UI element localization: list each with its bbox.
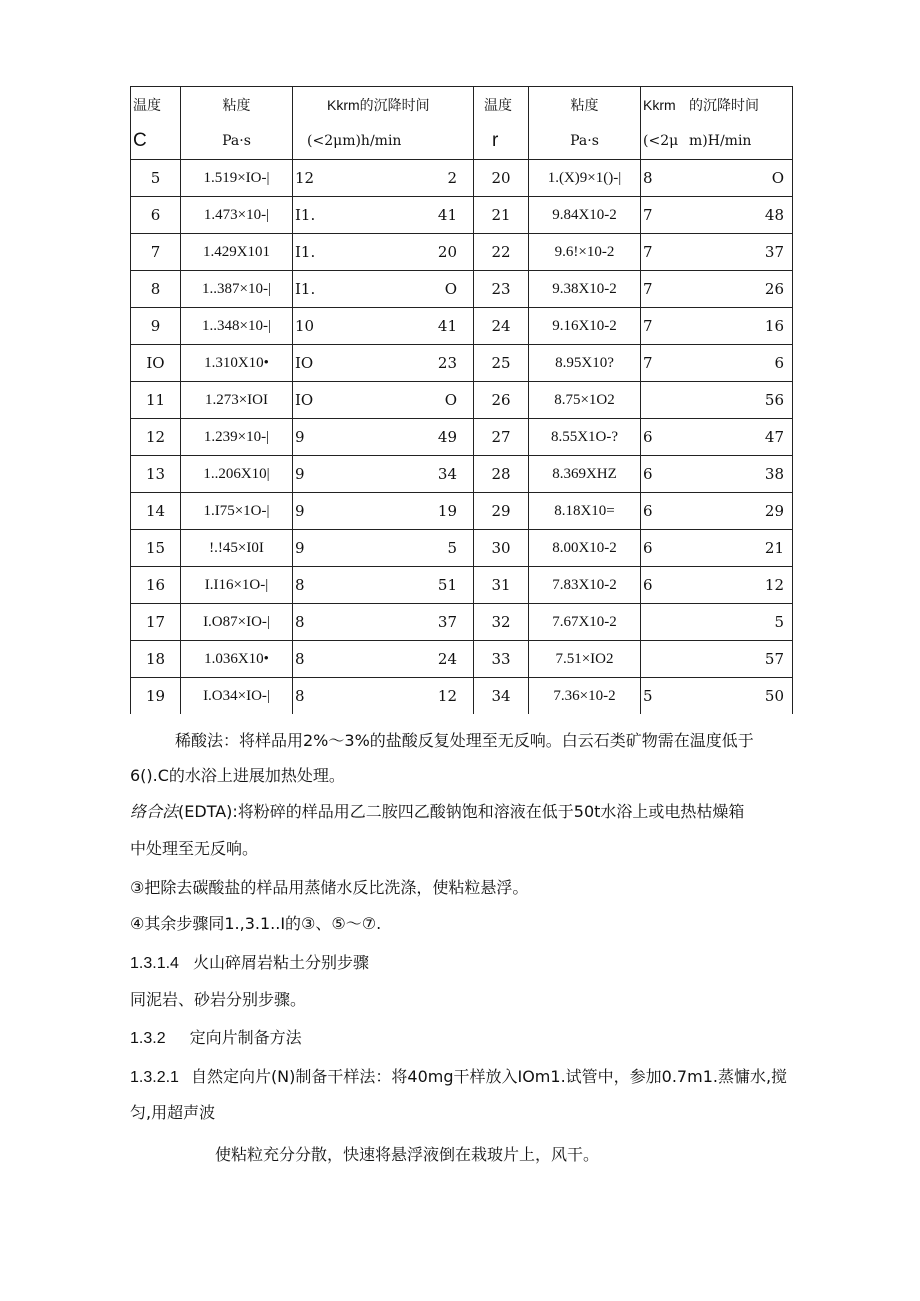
cell-hours: I1. <box>295 280 316 298</box>
cell-hours: 8 <box>295 650 305 668</box>
cell-hours: 9 <box>295 502 305 520</box>
cell-time1 <box>293 308 474 345</box>
cell-hours: I1. <box>295 243 316 261</box>
cell-temp1: 12 <box>131 419 181 456</box>
cell-hours: 12 <box>295 169 315 187</box>
cell-temp2: 25 <box>474 345 529 382</box>
cell-hours: 6 <box>643 465 653 483</box>
complex-method-lead: 络合法 <box>130 802 179 821</box>
cell-temp2: 22 <box>474 234 529 271</box>
cell-hours: 8 <box>295 687 305 705</box>
cell-minutes: 47 <box>764 428 784 446</box>
cell-minutes: 16 <box>764 317 784 335</box>
cell-visc1: 1.239×10-| <box>181 419 293 456</box>
unit-time1: (<2μm)h∕min <box>293 123 474 160</box>
cell-minutes: O <box>444 391 457 409</box>
cell-minutes: 41 <box>437 317 457 335</box>
cell-hours: 5 <box>643 687 653 705</box>
table-row <box>131 678 793 715</box>
paragraph-complex-1 <box>130 801 790 823</box>
cell-visc2: 8.18X10= <box>529 493 641 530</box>
paragraph-pyroclastic: 同泥岩、砂岩分别步骤。 <box>130 990 307 1009</box>
cell-hours: 8 <box>643 169 653 187</box>
paragraph-natural-oriented-2: 匀,用超声波 <box>130 1103 216 1122</box>
cell-hours: 7 <box>643 354 653 372</box>
cell-time2 <box>641 271 793 308</box>
cell-minutes: 19 <box>437 502 457 520</box>
cell-temp1: 9 <box>131 308 181 345</box>
unit-time2: (<2μ m)H∕min <box>641 123 793 160</box>
cell-temp1: 13 <box>131 456 181 493</box>
heading-text: 自然定向片(N)制备干样法：将40mg干样放入IOm1.试管中，参加0.7m1.蒸慵水,搅 <box>190 1067 788 1086</box>
table-row <box>131 641 793 678</box>
cell-temp1: 16 <box>131 567 181 604</box>
cell-temp2: 32 <box>474 604 529 641</box>
cell-time1 <box>293 678 474 715</box>
paragraph-dilute-acid-2: 6().C的水浴上进展加热处理。 <box>130 766 345 785</box>
heading-text: 定向片制备方法 <box>189 1028 302 1047</box>
unit-visc1: Pa·s <box>181 123 293 160</box>
table-row <box>131 567 793 604</box>
heading-number: 1.3.2 <box>130 1030 166 1047</box>
heading-1-3-2 <box>130 1027 790 1050</box>
cell-temp1: 18 <box>131 641 181 678</box>
table-row <box>131 604 793 641</box>
cell-minutes: 49 <box>437 428 457 446</box>
header-visc2: 粘度 <box>529 87 641 124</box>
cell-visc2: 8.95X10? <box>529 345 641 382</box>
cell-minutes: 37 <box>764 243 784 261</box>
table-header-row <box>131 87 793 124</box>
header-visc1: 粘度 <box>181 87 293 124</box>
cell-temp2: 30 <box>474 530 529 567</box>
heading-text: 火山碎屑岩粘土分别步骤 <box>192 953 369 972</box>
cell-visc2: 7.83X10-2 <box>529 567 641 604</box>
cell-hours: 10 <box>295 317 315 335</box>
cell-minutes: 12 <box>437 687 457 705</box>
cell-minutes: 57 <box>764 650 784 668</box>
cell-temp1: 11 <box>131 382 181 419</box>
cell-time2 <box>641 604 793 641</box>
cell-visc1: 1.519×IO-| <box>181 160 293 197</box>
cell-time2 <box>641 234 793 271</box>
cell-hours: 7 <box>643 280 653 298</box>
table-unit-row <box>131 123 793 160</box>
header-temp2: 温度 <box>474 87 529 124</box>
cell-time1 <box>293 345 474 382</box>
cell-time2 <box>641 160 793 197</box>
cell-visc2: 7.51×IO2 <box>529 641 641 678</box>
cell-visc2: 8.55X1O-? <box>529 419 641 456</box>
heading-number: 1.3.2.1 <box>130 1069 179 1086</box>
cell-visc1: 1..206X10| <box>181 456 293 493</box>
cell-hours: 6 <box>643 502 653 520</box>
cell-minutes: 29 <box>764 502 784 520</box>
cell-hours: 7 <box>643 206 653 224</box>
cell-visc2: 9.84X10-2 <box>529 197 641 234</box>
table-row <box>131 160 793 197</box>
cell-hours: 6 <box>643 576 653 594</box>
cell-temp2: 24 <box>474 308 529 345</box>
table-row <box>131 345 793 382</box>
paragraph-step-3: ③把除去碳酸盐的样品用蒸储水反比洗涤，使粘粒悬浮。 <box>130 878 529 897</box>
cell-minutes: 6 <box>774 354 784 372</box>
cell-visc2: 7.67X10-2 <box>529 604 641 641</box>
cell-time1 <box>293 234 474 271</box>
cell-temp1: 6 <box>131 197 181 234</box>
cell-visc2: 9.38X10-2 <box>529 271 641 308</box>
cell-hours: 6 <box>643 428 653 446</box>
cell-time1 <box>293 530 474 567</box>
cell-visc2: 8.369XHZ <box>529 456 641 493</box>
table-row <box>131 493 793 530</box>
cell-temp1: 15 <box>131 530 181 567</box>
heading-1-3-1-4 <box>130 952 790 975</box>
cell-temp2: 28 <box>474 456 529 493</box>
cell-temp2: 29 <box>474 493 529 530</box>
paragraph-complex-2: 中处理至无反响。 <box>130 839 259 858</box>
cell-minutes: 51 <box>437 576 457 594</box>
cell-temp1: 7 <box>131 234 181 271</box>
cell-hours: 9 <box>295 428 305 446</box>
cell-minutes: 5 <box>447 539 457 557</box>
table-row <box>131 530 793 567</box>
paragraph-disperse: 使粘粒充分分散，快速将悬浮液倒在栽玻片上，风干。 <box>215 1145 600 1164</box>
paragraph-dilute-acid-1: 稀酸法：将样品用2%～3%的盐酸反复处理至无反响。白云石类矿物需在温度低于 <box>175 731 754 750</box>
cell-visc1: 1.429X101 <box>181 234 293 271</box>
cell-minutes: 24 <box>437 650 457 668</box>
cell-visc2: 8.00X10-2 <box>529 530 641 567</box>
cell-minutes: 20 <box>437 243 457 261</box>
cell-visc1: 1.473×10-| <box>181 197 293 234</box>
cell-minutes: 38 <box>764 465 784 483</box>
cell-time1 <box>293 382 474 419</box>
cell-temp2: 31 <box>474 567 529 604</box>
cell-time2 <box>641 567 793 604</box>
cell-hours: 6 <box>643 539 653 557</box>
table-row <box>131 197 793 234</box>
cell-time2 <box>641 308 793 345</box>
cell-time2 <box>641 456 793 493</box>
cell-temp1: 8 <box>131 271 181 308</box>
cell-minutes: 26 <box>764 280 784 298</box>
unit-temp1: C <box>131 123 181 160</box>
cell-temp2: 34 <box>474 678 529 715</box>
table-row <box>131 308 793 345</box>
cell-hours: IO <box>295 354 314 372</box>
cell-hours: IO <box>295 391 314 409</box>
cell-hours: 9 <box>295 539 305 557</box>
header-time1: Kkrm的沉降时间 <box>293 87 474 124</box>
cell-temp2: 33 <box>474 641 529 678</box>
header-temp1: 温度 <box>131 87 181 124</box>
cell-visc1: 1.310X10• <box>181 345 293 382</box>
cell-time1 <box>293 419 474 456</box>
cell-visc2: 9.16X10-2 <box>529 308 641 345</box>
cell-visc1: I.O87×IO-| <box>181 604 293 641</box>
cell-time1 <box>293 197 474 234</box>
cell-temp2: 21 <box>474 197 529 234</box>
cell-time2 <box>641 493 793 530</box>
cell-time1 <box>293 641 474 678</box>
paragraph-step-4: ④其余步骤同1.,3.1..I的③、⑤～⑦. <box>130 914 382 933</box>
cell-temp2: 20 <box>474 160 529 197</box>
cell-hours: I1. <box>295 206 316 224</box>
cell-minutes: 23 <box>437 354 457 372</box>
cell-time2 <box>641 345 793 382</box>
cell-minutes: 50 <box>764 687 784 705</box>
table-row <box>131 234 793 271</box>
cell-time2 <box>641 530 793 567</box>
cell-visc2: 8.75×1O2 <box>529 382 641 419</box>
cell-minutes: 21 <box>764 539 784 557</box>
cell-visc1: 1..348×10-| <box>181 308 293 345</box>
cell-visc1: I.O34×IO-| <box>181 678 293 715</box>
cell-time2 <box>641 197 793 234</box>
cell-time1 <box>293 456 474 493</box>
cell-minutes: 2 <box>447 169 457 187</box>
cell-time1 <box>293 493 474 530</box>
cell-hours: 7 <box>643 317 653 335</box>
cell-time1 <box>293 271 474 308</box>
cell-minutes: 56 <box>764 391 784 409</box>
viscosity-settling-table <box>130 86 793 714</box>
cell-minutes: 41 <box>437 206 457 224</box>
cell-temp1: 19 <box>131 678 181 715</box>
cell-time1 <box>293 567 474 604</box>
table-row <box>131 456 793 493</box>
cell-time2 <box>641 641 793 678</box>
cell-minutes: 37 <box>437 613 457 631</box>
cell-visc1: 1.I75×1O-| <box>181 493 293 530</box>
cell-temp2: 23 <box>474 271 529 308</box>
cell-visc2: 1.(X)9×1()-| <box>529 160 641 197</box>
cell-minutes: O <box>771 169 784 187</box>
table-row <box>131 271 793 308</box>
cell-visc1: I.I16×1O-| <box>181 567 293 604</box>
cell-visc2: 7.36×10-2 <box>529 678 641 715</box>
cell-time2 <box>641 419 793 456</box>
table-row <box>131 419 793 456</box>
cell-temp2: 27 <box>474 419 529 456</box>
unit-visc2: Pa·s <box>529 123 641 160</box>
cell-temp1: 17 <box>131 604 181 641</box>
cell-minutes: O <box>444 280 457 298</box>
cell-hours: 8 <box>295 576 305 594</box>
cell-hours: 7 <box>643 243 653 261</box>
cell-time1 <box>293 160 474 197</box>
cell-temp2: 26 <box>474 382 529 419</box>
cell-hours: 9 <box>295 465 305 483</box>
heading-1-3-2-1 <box>130 1066 790 1089</box>
cell-time1 <box>293 604 474 641</box>
cell-time2 <box>641 678 793 715</box>
unit-temp2: r <box>474 123 529 160</box>
cell-visc1: 1.273×IOI <box>181 382 293 419</box>
heading-number: 1.3.1.4 <box>130 955 179 972</box>
cell-time2 <box>641 382 793 419</box>
cell-hours: 8 <box>295 613 305 631</box>
cell-visc1: 1.036X10• <box>181 641 293 678</box>
table-row <box>131 382 793 419</box>
cell-visc1: 1..387×10-| <box>181 271 293 308</box>
header-time2: Kkrm 的沉降时间 <box>641 87 793 124</box>
cell-visc2: 9.6!×10-2 <box>529 234 641 271</box>
cell-temp1: 14 <box>131 493 181 530</box>
complex-method-rest: (EDTA):将粉碎的样品用乙二胺四乙酸钠饱和溶液在低于50t水浴上或电热枯燥箱 <box>178 802 745 821</box>
cell-minutes: 34 <box>437 465 457 483</box>
cell-minutes: 5 <box>774 613 784 631</box>
cell-visc1: !.!45×I0I <box>181 530 293 567</box>
cell-temp1: IO <box>131 345 181 382</box>
cell-minutes: 12 <box>764 576 784 594</box>
cell-minutes: 48 <box>764 206 784 224</box>
cell-temp1: 5 <box>131 160 181 197</box>
